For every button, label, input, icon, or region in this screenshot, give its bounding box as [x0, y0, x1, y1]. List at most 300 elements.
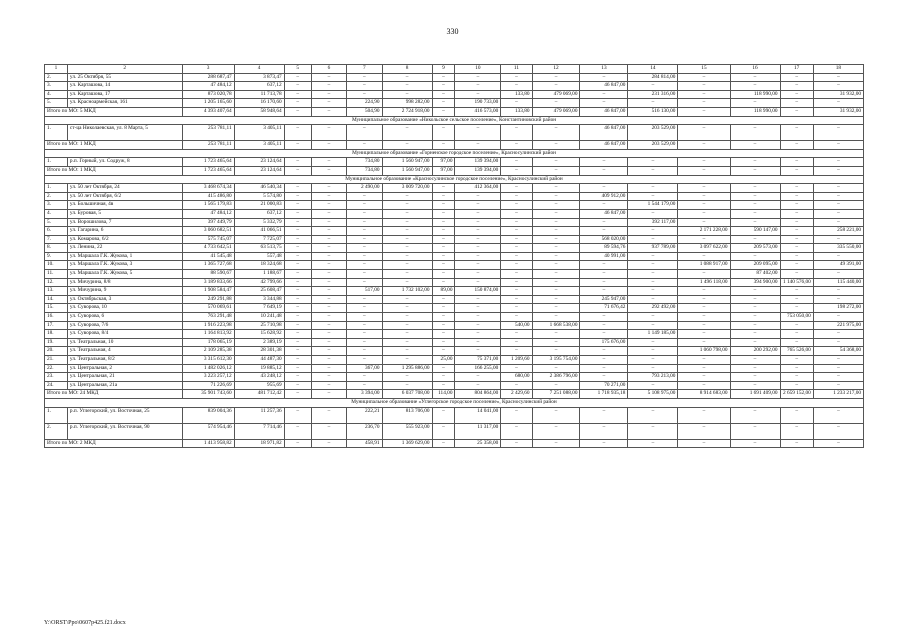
value-cell: 575 745,07 — [182, 235, 234, 244]
value-cell: 178 065,19 — [182, 338, 234, 347]
value-cell: – — [432, 252, 455, 261]
value-cell: 75 371,00 — [455, 356, 501, 365]
value-cell: 41 545,48 — [182, 252, 234, 261]
value-cell: – — [347, 321, 382, 330]
value-cell: – — [382, 295, 432, 304]
value-cell: – — [532, 330, 580, 339]
value-cell: – — [730, 356, 780, 365]
value-cell: 139 394,00 — [455, 158, 501, 167]
value-cell: 118 990,00 — [730, 90, 780, 99]
value-cell: – — [455, 227, 501, 236]
value-cell: – — [382, 244, 432, 253]
value-cell: – — [347, 201, 382, 210]
value-cell: 231 316,00 — [628, 90, 678, 99]
value-cell: 224,90 — [347, 99, 382, 108]
value-cell: – — [678, 338, 730, 347]
value-cell: 63 513,75 — [234, 244, 284, 253]
total-cell: 458,91 — [347, 439, 382, 448]
value-cell: – — [311, 73, 346, 82]
value-cell: 190 733,00 — [455, 99, 501, 108]
value-cell: – — [780, 356, 813, 365]
value-cell: – — [532, 338, 580, 347]
value-cell: – — [730, 252, 780, 261]
value-cell: – — [532, 261, 580, 270]
address-cell: ул. Театральная, 10 — [67, 338, 182, 347]
value-cell: 1 140 576,00 — [780, 278, 813, 287]
total-cell: 6 037 708,00 — [382, 390, 432, 399]
address-cell: ст-ца Николаевская, ул. 8 Марта, 5 — [67, 125, 182, 141]
value-cell: – — [432, 423, 455, 439]
value-cell: – — [382, 235, 432, 244]
value-cell: 1 732 102,00 — [382, 287, 432, 296]
total-cell: – — [311, 107, 346, 116]
value-cell: – — [678, 381, 730, 390]
table-row — [45, 407, 864, 423]
value-cell: – — [813, 338, 863, 347]
address-cell: р.п. Углегорский, ул. Восточная, 90 — [67, 423, 182, 439]
table-header-row — [45, 65, 864, 74]
address-cell: ул. Красноармейская, 161 — [67, 99, 182, 108]
value-cell: – — [628, 423, 678, 439]
value-cell: 937 789,00 — [628, 244, 678, 253]
value-cell: – — [501, 209, 532, 218]
value-cell: 4 733 642,51 — [182, 244, 234, 253]
row-number: 14. — [45, 295, 68, 304]
row-number: 3. — [45, 201, 68, 210]
value-cell: – — [580, 373, 628, 382]
value-cell: – — [284, 321, 311, 330]
total-cell: 46 847,00 — [580, 107, 628, 116]
value-cell: – — [813, 158, 863, 167]
value-cell: – — [813, 73, 863, 82]
total-cell: 1 718 935,18 — [580, 390, 628, 399]
value-cell: – — [432, 304, 455, 313]
value-cell: – — [678, 90, 730, 99]
value-cell: – — [455, 261, 501, 270]
value-cell: 557,48 — [234, 252, 284, 261]
total-cell: – — [813, 166, 863, 175]
value-cell: – — [580, 423, 628, 439]
value-cell: – — [780, 125, 813, 141]
value-cell: – — [501, 295, 532, 304]
value-cell: – — [678, 82, 730, 91]
value-cell: – — [311, 287, 346, 296]
value-cell: 5 332,79 — [234, 218, 284, 227]
value-cell: – — [284, 158, 311, 167]
value-cell: 1 164 813,92 — [182, 330, 234, 339]
value-cell: – — [580, 201, 628, 210]
value-cell: 25,00 — [432, 356, 455, 365]
header-cell: 4 — [234, 65, 284, 74]
value-cell: – — [455, 278, 501, 287]
value-cell: – — [678, 218, 730, 227]
value-cell: – — [678, 235, 730, 244]
value-cell: – — [284, 125, 311, 141]
address-cell: ул. Театральная, 8/2 — [67, 356, 182, 365]
value-cell: – — [284, 209, 311, 218]
total-cell: – — [780, 439, 813, 448]
value-cell: – — [501, 304, 532, 313]
value-cell: – — [678, 364, 730, 373]
address-cell: ул. 50 лет Октября, 24 — [67, 184, 182, 193]
value-cell: – — [580, 90, 628, 99]
value-cell: – — [580, 270, 628, 279]
value-cell: – — [730, 192, 780, 201]
address-cell: ул. Карташова, 17 — [67, 90, 182, 99]
table-row — [45, 364, 864, 373]
value-cell: – — [432, 347, 455, 356]
section-row — [45, 175, 864, 184]
value-cell: 15 628,92 — [234, 330, 284, 339]
value-cell: 2 490,00 — [347, 184, 382, 193]
value-cell: – — [532, 235, 580, 244]
header-cell: 7 — [347, 65, 382, 74]
value-cell: – — [628, 227, 678, 236]
value-cell: – — [311, 347, 346, 356]
table-row — [45, 82, 864, 91]
value-cell: 221 975,00 — [813, 321, 863, 330]
value-cell: 2 109 285,38 — [182, 347, 234, 356]
total-row — [45, 439, 864, 448]
table-row — [45, 373, 864, 382]
row-number: 2. — [45, 423, 68, 439]
value-cell: 150 874,00 — [455, 287, 501, 296]
value-cell: – — [455, 125, 501, 141]
total-cell: 253 781,11 — [182, 141, 234, 150]
address-cell: ул. Маршала Г.К. Жукова, 5 — [67, 270, 182, 279]
value-cell: 765 526,00 — [780, 347, 813, 356]
total-cell: 133,80 — [501, 107, 532, 116]
value-cell: – — [580, 330, 628, 339]
value-cell: 839 004,36 — [182, 407, 234, 423]
value-cell: 568 020,00 — [580, 235, 628, 244]
value-cell: – — [455, 373, 501, 382]
value-cell: – — [284, 295, 311, 304]
value-cell: 540,00 — [501, 321, 532, 330]
section-title: Муниципальное образование «Красносулинское городское поселение», Красносулинский район — [45, 175, 864, 184]
value-cell: – — [532, 252, 580, 261]
value-cell: – — [730, 407, 780, 423]
value-cell: – — [311, 261, 346, 270]
value-cell: – — [347, 235, 382, 244]
table-row — [45, 347, 864, 356]
value-cell: – — [432, 192, 455, 201]
value-cell: 87 402,00 — [730, 270, 780, 279]
value-cell: – — [311, 209, 346, 218]
value-cell: – — [311, 364, 346, 373]
total-cell: – — [580, 439, 628, 448]
value-cell: – — [813, 381, 863, 390]
value-cell: – — [311, 90, 346, 99]
value-cell: – — [580, 158, 628, 167]
value-cell: – — [780, 158, 813, 167]
value-cell: – — [432, 227, 455, 236]
value-cell: – — [501, 73, 532, 82]
total-cell: – — [780, 107, 813, 116]
total-cell: – — [780, 141, 813, 150]
value-cell: 46 847,00 — [580, 209, 628, 218]
value-cell: – — [455, 338, 501, 347]
value-cell: – — [382, 347, 432, 356]
value-cell: – — [532, 423, 580, 439]
value-cell: – — [382, 338, 432, 347]
value-cell: – — [284, 201, 311, 210]
value-cell: 1 908 584,47 — [182, 287, 234, 296]
value-cell: – — [813, 270, 863, 279]
value-cell: – — [580, 356, 628, 365]
header-cell: 11 — [501, 65, 532, 74]
value-cell: – — [382, 90, 432, 99]
value-cell: – — [284, 381, 311, 390]
value-cell: – — [678, 295, 730, 304]
value-cell: – — [382, 278, 432, 287]
value-cell: 1 565 179,83 — [182, 201, 234, 210]
total-cell: 2 724 918,00 — [382, 107, 432, 116]
value-cell: 3 060 682,51 — [182, 227, 234, 236]
value-cell: – — [780, 330, 813, 339]
value-cell: – — [311, 313, 346, 322]
value-cell: – — [455, 270, 501, 279]
total-cell: – — [501, 166, 532, 175]
value-cell: 1 209,60 — [501, 356, 532, 365]
value-cell: – — [678, 184, 730, 193]
value-cell: – — [382, 192, 432, 201]
value-cell: 637,12 — [234, 209, 284, 218]
table-row — [45, 184, 864, 193]
table-row — [45, 321, 864, 330]
value-cell: – — [311, 227, 346, 236]
value-cell: – — [347, 330, 382, 339]
value-cell: – — [813, 99, 863, 108]
total-cell: – — [311, 141, 346, 150]
value-cell: – — [580, 99, 628, 108]
value-cell: – — [284, 278, 311, 287]
total-cell: 1 233 217,00 — [813, 390, 863, 399]
value-cell: 292 492,00 — [628, 304, 678, 313]
header-cell: 1 — [45, 65, 68, 74]
value-cell: 245 947,00 — [580, 295, 628, 304]
value-cell: – — [432, 261, 455, 270]
value-cell: 44 487,30 — [234, 356, 284, 365]
value-cell: – — [730, 313, 780, 322]
value-cell: – — [455, 295, 501, 304]
total-cell: 516 130,00 — [628, 107, 678, 116]
value-cell: 1 482 026,12 — [182, 364, 234, 373]
value-cell: – — [501, 381, 532, 390]
total-cell: 4 393 407,64 — [182, 107, 234, 116]
value-cell: – — [432, 373, 455, 382]
value-cell: – — [580, 407, 628, 423]
value-cell: – — [813, 373, 863, 382]
header-cell: 8 — [382, 65, 432, 74]
value-cell: – — [532, 244, 580, 253]
value-cell: 415 486,80 — [182, 192, 234, 201]
value-cell: – — [813, 313, 863, 322]
value-cell: 3 344,88 — [234, 295, 284, 304]
value-cell: 680,00 — [501, 373, 532, 382]
value-cell: – — [730, 82, 780, 91]
value-cell: – — [780, 90, 813, 99]
value-cell: – — [382, 82, 432, 91]
header-cell: 3 — [182, 65, 234, 74]
value-cell: 25 710,98 — [234, 321, 284, 330]
value-cell: 1 916 223,98 — [182, 321, 234, 330]
total-cell: 35 901 743,60 — [182, 390, 234, 399]
value-cell: 11 317,00 — [455, 423, 501, 439]
value-cell: – — [678, 373, 730, 382]
value-cell: – — [311, 235, 346, 244]
value-cell: 19 885,12 — [234, 364, 284, 373]
row-number: 1. — [45, 158, 68, 167]
address-cell: ул. Буровая, 5 — [67, 209, 182, 218]
row-number: 1. — [45, 125, 68, 141]
value-cell: – — [311, 338, 346, 347]
value-cell: 47 484,12 — [182, 82, 234, 91]
value-cell: – — [347, 73, 382, 82]
value-cell: – — [432, 235, 455, 244]
total-cell: 5 108 975,00 — [628, 390, 678, 399]
total-cell: – — [432, 439, 455, 448]
table-row — [45, 252, 864, 261]
value-cell: 1 149 185,00 — [628, 330, 678, 339]
address-cell: ул. 50 лет Октября, 6/2 — [67, 192, 182, 201]
value-cell: – — [501, 252, 532, 261]
value-cell: – — [501, 407, 532, 423]
value-cell: – — [284, 252, 311, 261]
address-cell: ул. Ленина, 22 — [67, 244, 182, 253]
value-cell: – — [628, 338, 678, 347]
value-cell: 394 900,00 — [730, 278, 780, 287]
value-cell: 175 676,00 — [580, 338, 628, 347]
section-title: Муниципальное образование «Никольское сельское поселение», Константиновский район — [45, 116, 864, 125]
value-cell: – — [347, 278, 382, 287]
value-cell: – — [580, 347, 628, 356]
table-row — [45, 209, 864, 218]
header-cell: 10 — [455, 65, 501, 74]
value-cell: 1 295 886,00 — [382, 364, 432, 373]
address-cell: ул. Театральная, 4 — [67, 347, 182, 356]
value-cell: – — [347, 209, 382, 218]
value-cell: – — [311, 218, 346, 227]
value-cell: – — [311, 201, 346, 210]
value-cell: – — [284, 356, 311, 365]
value-cell: 574 954,46 — [182, 423, 234, 439]
value-cell: 258 221,00 — [813, 227, 863, 236]
row-number: 18. — [45, 330, 68, 339]
row-number: 20. — [45, 347, 68, 356]
value-cell: 1 088 917,00 — [678, 261, 730, 270]
value-cell: – — [780, 209, 813, 218]
total-cell: 1 413 958,82 — [182, 439, 234, 448]
address-cell: ул. Маршала Г.К. Жукова, 1 — [67, 252, 182, 261]
value-cell: – — [780, 261, 813, 270]
value-cell: – — [532, 82, 580, 91]
value-cell: – — [580, 261, 628, 270]
page-number: 330 — [446, 27, 459, 36]
value-cell: 41 066,51 — [234, 227, 284, 236]
value-cell: 25 608,47 — [234, 287, 284, 296]
value-cell: 97,00 — [432, 158, 455, 167]
total-cell: 2 429,60 — [501, 390, 532, 399]
value-cell: 2 171 228,00 — [678, 227, 730, 236]
value-cell: – — [311, 244, 346, 253]
value-cell: – — [501, 158, 532, 167]
value-cell: – — [532, 158, 580, 167]
value-cell: – — [730, 364, 780, 373]
value-cell: 3 195 754,00 — [532, 356, 580, 365]
value-cell: 288 687,47 — [182, 73, 234, 82]
total-cell: – — [730, 439, 780, 448]
value-cell: – — [501, 125, 532, 141]
address-cell: ул. Большичная, 4в — [67, 201, 182, 210]
value-cell: – — [501, 235, 532, 244]
value-cell: 21 000,83 — [234, 201, 284, 210]
value-cell: – — [284, 218, 311, 227]
value-cell: 409 912,00 — [580, 192, 628, 201]
value-cell: – — [813, 423, 863, 439]
value-cell: – — [628, 209, 678, 218]
address-cell: ул. Суворова, 8/4 — [67, 330, 182, 339]
value-cell: – — [382, 261, 432, 270]
value-cell: – — [382, 330, 432, 339]
address-cell: ул. Маршала Г.К. Жукова, 3 — [67, 261, 182, 270]
value-cell: 7 725,07 — [234, 235, 284, 244]
address-cell: ул. Суворова, 6 — [67, 313, 182, 322]
value-cell: – — [730, 295, 780, 304]
total-cell: – — [455, 141, 501, 150]
row-number: 4. — [45, 90, 68, 99]
value-cell: – — [501, 82, 532, 91]
value-cell: 46 847,00 — [580, 125, 628, 141]
value-cell: – — [780, 321, 813, 330]
value-cell: 236,70 — [347, 423, 382, 439]
value-cell: – — [311, 99, 346, 108]
total-cell: – — [284, 166, 311, 175]
total-cell: 734,80 — [347, 166, 382, 175]
value-cell: – — [382, 227, 432, 236]
address-cell: р.п. Углегорский, ул. Восточная, 25 — [67, 407, 182, 423]
total-cell: – — [678, 107, 730, 116]
value-cell: – — [678, 407, 730, 423]
value-cell: – — [347, 244, 382, 253]
total-cell: – — [284, 390, 311, 399]
value-cell: – — [501, 330, 532, 339]
row-number: 9. — [45, 252, 68, 261]
total-cell: 58 948,64 — [234, 107, 284, 116]
value-cell: – — [780, 201, 813, 210]
total-cell: – — [532, 141, 580, 150]
value-cell: 133,80 — [501, 90, 532, 99]
value-cell: – — [284, 244, 311, 253]
value-cell: 1 496 118,00 — [678, 278, 730, 287]
total-cell: – — [501, 439, 532, 448]
value-cell: 1 188,67 — [234, 270, 284, 279]
value-cell: 392 117,00 — [628, 218, 678, 227]
value-cell: 3 223 257,12 — [182, 373, 234, 382]
value-cell: – — [628, 192, 678, 201]
address-cell: ул. Ворошилова, 7 — [67, 218, 182, 227]
value-cell: 43 248,12 — [234, 373, 284, 382]
value-cell: – — [432, 381, 455, 390]
total-cell: 1 723 465,64 — [182, 166, 234, 175]
value-cell: 54 368,00 — [813, 347, 863, 356]
value-cell: – — [284, 261, 311, 270]
value-cell: – — [628, 158, 678, 167]
value-cell: – — [730, 235, 780, 244]
value-cell: – — [284, 364, 311, 373]
value-cell: 70 271,00 — [580, 381, 628, 390]
address-cell: ул. Комарова, 6/2 — [67, 235, 182, 244]
